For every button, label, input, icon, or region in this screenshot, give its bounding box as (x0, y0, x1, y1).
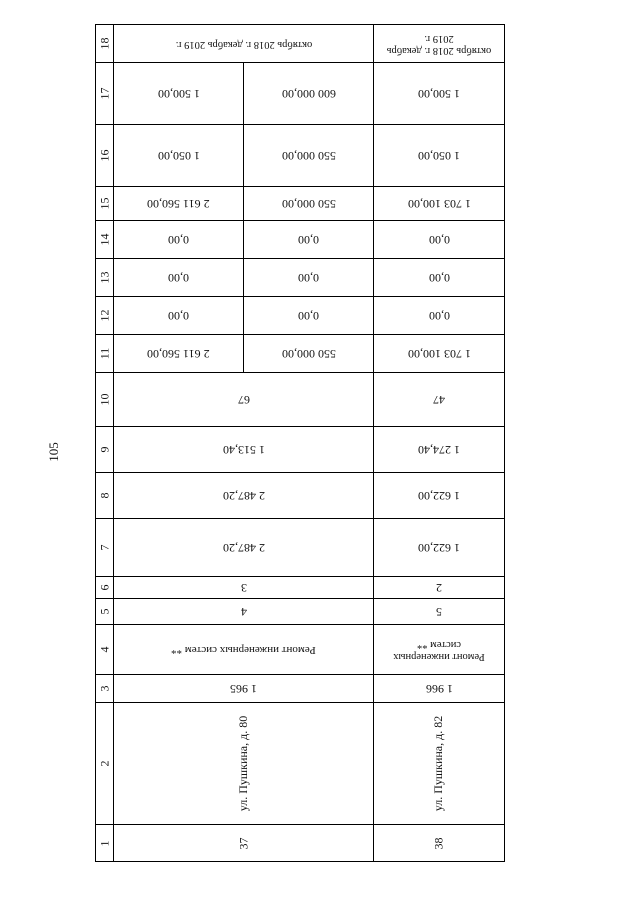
column-number: 14 (97, 233, 111, 246)
column-number: 3 (97, 685, 111, 692)
value-cell: 5 (436, 605, 442, 619)
value-cell: 4 (240, 605, 247, 619)
value-cell: 0,00 (428, 233, 450, 247)
column-number: 2 (97, 760, 111, 767)
value-cell: 0,00 (428, 309, 450, 323)
value-cell: 2 487,20 (222, 541, 265, 555)
table-row (96, 373, 504, 427)
value-cell: 3 (240, 581, 247, 595)
year-cell: 1 965 (230, 682, 257, 696)
column-number: 9 (97, 446, 111, 453)
work-type-cell: Ремонт инженерных систем ** (393, 638, 485, 662)
table-row (96, 63, 504, 125)
value-cell: 1 500,00 (418, 87, 460, 101)
value-cell: 1 050,00 (418, 149, 460, 163)
table-row (96, 825, 504, 861)
table-row (96, 187, 504, 221)
column-number: 4 (97, 646, 111, 653)
value-cell: 0,00 (298, 271, 319, 285)
value-cell: 0,00 (298, 309, 319, 323)
table-row (96, 259, 504, 297)
column-number: 16 (97, 149, 111, 162)
value-cell: 0,00 (168, 271, 189, 285)
work-type-cell: Ремонт инженерных систем ** (171, 643, 316, 656)
table-row (96, 473, 504, 519)
value-cell: 1 513,40 (222, 443, 265, 457)
column-number: 6 (97, 584, 111, 591)
column-number: 18 (97, 37, 111, 50)
column-number: 12 (97, 309, 111, 322)
value-cell: 550 000,00 (281, 197, 336, 211)
value-cell: 1 274,40 (418, 443, 460, 457)
value-cell: 1 703 100,00 (407, 347, 471, 361)
table-row (96, 427, 504, 473)
value-cell: 1 622,00 (418, 489, 460, 503)
works-schedule-table (95, 24, 505, 862)
value-cell: 0,00 (168, 233, 189, 247)
column-number: 7 (97, 544, 111, 551)
column-number: 5 (97, 608, 111, 615)
column-number: 10 (97, 393, 111, 406)
table-row (96, 625, 504, 675)
column-number: 11 (97, 347, 111, 360)
value-cell: 550 000,00 (281, 347, 336, 361)
year-cell: 1 966 (425, 682, 453, 696)
period-cell: октябрь 2018 г. декабрь 2019 г. (386, 32, 492, 56)
value-cell: 0,00 (428, 271, 450, 285)
value-cell: 1 703 100,00 (407, 197, 471, 211)
table-row (96, 519, 504, 577)
address-cell: ул. Пушкина, д. 80 (235, 715, 250, 812)
address-cell: ул. Пушкина, д. 82 (431, 715, 446, 812)
row-index-cell: 38 (431, 837, 446, 849)
table-row (96, 125, 504, 187)
table-row (96, 221, 504, 259)
table-row (96, 599, 504, 625)
column-number: 17 (97, 87, 111, 100)
page-number: 105 (46, 442, 61, 462)
value-cell: 67 (237, 393, 250, 407)
value-cell: 2 (436, 581, 442, 595)
value-cell: 0,00 (168, 309, 189, 323)
column-number: 13 (97, 271, 111, 284)
value-cell: 47 (433, 393, 445, 407)
table-row (96, 25, 504, 63)
table-row (96, 297, 504, 335)
value-cell: 600 000,00 (281, 87, 336, 101)
column-number: 1 (97, 840, 111, 846)
value-cell: 2 611 560,00 (147, 347, 210, 361)
value-cell: 1 500,00 (157, 87, 200, 101)
table-row (96, 675, 504, 703)
column-number: 15 (97, 197, 111, 210)
table-row (96, 577, 504, 599)
value-cell: 550 000,00 (281, 149, 336, 163)
value-cell: 2 487,20 (222, 489, 265, 503)
column-number: 8 (97, 492, 111, 499)
value-cell: 1 050,00 (157, 149, 200, 163)
table-row (96, 335, 504, 373)
period-cell: октябрь 2018 г. декабрь 2019 г. (175, 38, 312, 50)
value-cell: 2 611 560,00 (147, 197, 210, 211)
table-row (96, 703, 504, 825)
value-cell: 0,00 (298, 233, 319, 247)
row-index-cell: 37 (236, 837, 250, 849)
value-cell: 1 622,00 (418, 541, 460, 555)
